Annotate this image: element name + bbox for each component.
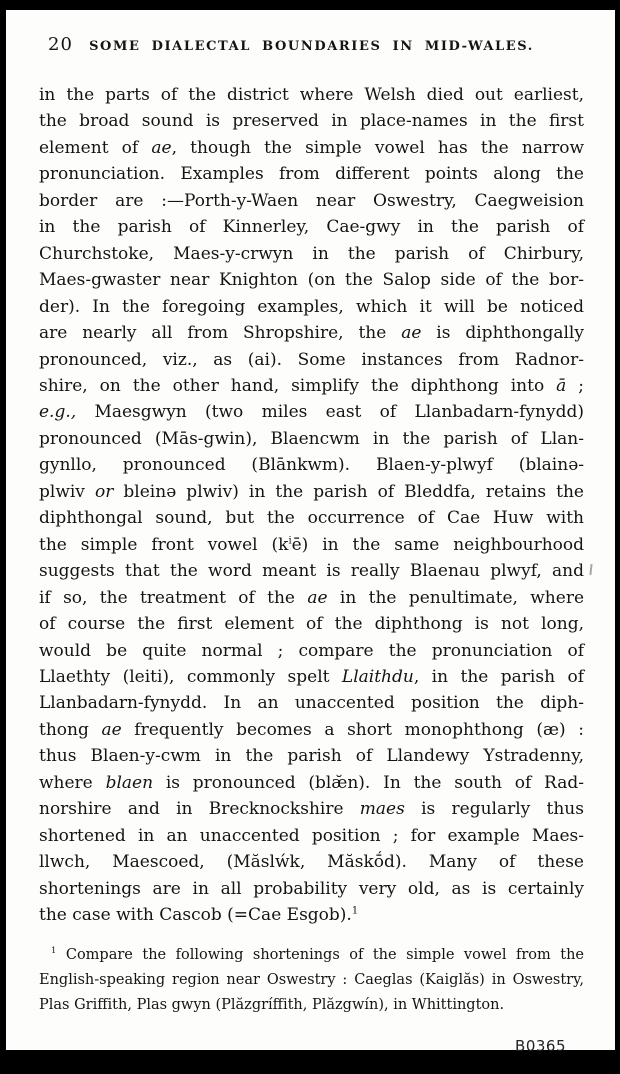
- scan-id-watermark: B0365: [515, 1037, 566, 1055]
- text-line: [39, 505, 584, 531]
- text-segment: Llanbadarn-fynydd. In an unaccented position the diph-: [39, 693, 584, 714]
- italic-text: maes: [359, 799, 405, 820]
- text-segment: where: [39, 772, 106, 793]
- text-segment: Churchstoke, Maes-y-crwyn in the parish of Chirbury,: [39, 243, 584, 264]
- text-line: [39, 558, 584, 584]
- page-number: 20: [48, 34, 73, 55]
- text-segment: bleinə plwiv) in the parish of Bleddfa, retains the: [113, 481, 584, 502]
- text-line: [39, 294, 584, 320]
- text-segment: diphthongal sound, but the occurrence of Cae Huw with: [39, 508, 584, 529]
- text-line: [39, 611, 584, 637]
- text-segment: suggests that the word meant is really Blaenau plwyf, and: [39, 561, 584, 582]
- text-segment: if so, the treatment of the: [39, 587, 308, 608]
- text-segment: norshire and in Brecknockshire: [39, 799, 360, 820]
- text-segment: shortenings are in all probability very old, as is certainly: [39, 878, 584, 899]
- text-segment: in the parish of Kinnerley, Cae-gwy in the parish of: [39, 217, 584, 238]
- text-segment: pronunciation. Examples from different points along the: [39, 164, 584, 185]
- text-line: [39, 770, 584, 796]
- italic-text: or: [94, 481, 114, 502]
- text-line: [39, 823, 584, 849]
- text-line: [39, 902, 584, 928]
- italic-text: ae: [151, 137, 172, 158]
- text-line: [39, 188, 584, 214]
- text-line: [39, 241, 584, 267]
- text-line: [39, 347, 584, 373]
- text-segment: element of: [39, 137, 152, 158]
- page-content: [6, 34, 615, 1074]
- text-line: [39, 214, 584, 240]
- text-segment: English-speaking region near Oswestry : Caeglas (Kaiglăs) in Oswestry,: [39, 971, 584, 988]
- scan-artifact: [589, 564, 592, 575]
- text-line: [39, 426, 584, 452]
- text-line: [39, 849, 584, 875]
- italic-text: ae: [401, 323, 422, 344]
- text-line: [39, 993, 584, 1018]
- text-segment: of course the first element of the diphthong is not long,: [39, 614, 584, 635]
- text-line: [39, 876, 584, 902]
- italic-text: ae: [101, 719, 122, 740]
- text-segment: Plas Griffith, Plas gwyn (Plăzgríffith, Plăzgwín), in Whittington.: [39, 996, 505, 1013]
- text-segment: plwiv: [39, 481, 95, 502]
- text-line: [39, 82, 584, 108]
- text-line: [39, 968, 584, 993]
- superscript: 1: [51, 944, 57, 955]
- text-segment: Llaethty (leiti), commonly spelt: [39, 666, 342, 687]
- italic-text: Llaithdu: [341, 666, 414, 687]
- body-text: [39, 82, 584, 929]
- italic-text: blaen: [105, 772, 154, 793]
- footnote: [39, 943, 584, 1018]
- text-segment: Compare the following shortenings of the simple vowel from the: [56, 946, 584, 963]
- running-title: SOME DIALECTAL BOUNDARIES IN MID-WALES.: [89, 39, 534, 54]
- text-segment: llwch, Maescoed, (Măslẃk, Măskṓd). Many of these: [39, 852, 584, 873]
- text-line: [39, 161, 584, 187]
- italic-text: e.g.,: [39, 402, 77, 423]
- text-segment: in the penultimate, where: [327, 587, 585, 608]
- text-line: [39, 320, 584, 346]
- text-segment: shortened in an unaccented position ; for example Maes-: [39, 825, 584, 846]
- text-line: [39, 479, 584, 505]
- text-line: [39, 690, 584, 716]
- text-line: [39, 743, 584, 769]
- text-line: [39, 399, 584, 425]
- text-segment: is diphthongally: [421, 323, 584, 344]
- text-segment: ē) in the same neighbourhood: [291, 534, 584, 555]
- text-line: [39, 373, 584, 399]
- text-segment: the case with Cascob (=Cae Esgob).: [39, 905, 352, 926]
- text-line: [39, 532, 584, 558]
- text-segment: shire, on the other hand, simplify the diphthong into: [39, 375, 557, 396]
- page-header: [39, 34, 584, 56]
- text-segment: pronounced, viz., as (ai). Some instances from Radnor-: [39, 349, 584, 370]
- text-segment: is regularly thus: [404, 799, 584, 820]
- text-line: [39, 796, 584, 822]
- text-line: [39, 267, 584, 293]
- text-segment: , in the parish of: [413, 666, 585, 687]
- text-segment: thus Blaen-y-cwm in the parish of Llandewy Ystradenny,: [39, 746, 584, 767]
- text-segment: frequently becomes a short monophthong (æ) :: [121, 719, 584, 740]
- text-line: [39, 717, 584, 743]
- text-segment: the broad sound is preserved in place-names in the first: [39, 111, 584, 132]
- superscript: 1: [351, 905, 359, 917]
- text-segment: der). In the foregoing examples, which it will be noticed: [39, 296, 584, 317]
- text-line: [39, 135, 584, 161]
- text-line: [39, 638, 584, 664]
- text-segment: thong: [39, 719, 102, 740]
- text-line: [39, 452, 584, 478]
- text-line: [39, 585, 584, 611]
- text-segment: the simple front vowel (k: [39, 534, 289, 555]
- text-line: [39, 108, 584, 134]
- text-segment: , though the simple vowel has the narrow: [171, 137, 584, 158]
- superscript: i: [288, 535, 292, 547]
- text-segment: is pronounced (blæ̆n). In the south of Rad-: [153, 772, 584, 793]
- italic-text: ae: [307, 587, 328, 608]
- text-segment: are nearly all from Shropshire, the: [39, 323, 402, 344]
- text-segment: in the parts of the district where Welsh died out earliest,: [39, 85, 584, 105]
- scanned-page: [6, 10, 615, 1055]
- text-segment: Maesgwyn (two miles east of Llanbadarn-fynydd): [76, 402, 584, 423]
- text-segment: border are :—Porth-y-Waen near Oswestry, Caegweision: [39, 190, 584, 211]
- text-line: [39, 664, 584, 690]
- text-segment: ;: [566, 375, 584, 396]
- text-segment: pronounced (Mās-gwin), Blaencwm in the parish of Llan-: [39, 428, 584, 449]
- text-line: [39, 943, 584, 968]
- text-segment: gynllo, pronounced (Blānkwm). Blaen-y-plwyf (blainə-: [39, 455, 584, 476]
- text-segment: Maes-gwaster near Knighton (on the Salop side of the bor-: [39, 270, 584, 291]
- text-segment: would be quite normal ; compare the pronunciation of: [39, 640, 584, 661]
- italic-text: ā: [556, 375, 567, 396]
